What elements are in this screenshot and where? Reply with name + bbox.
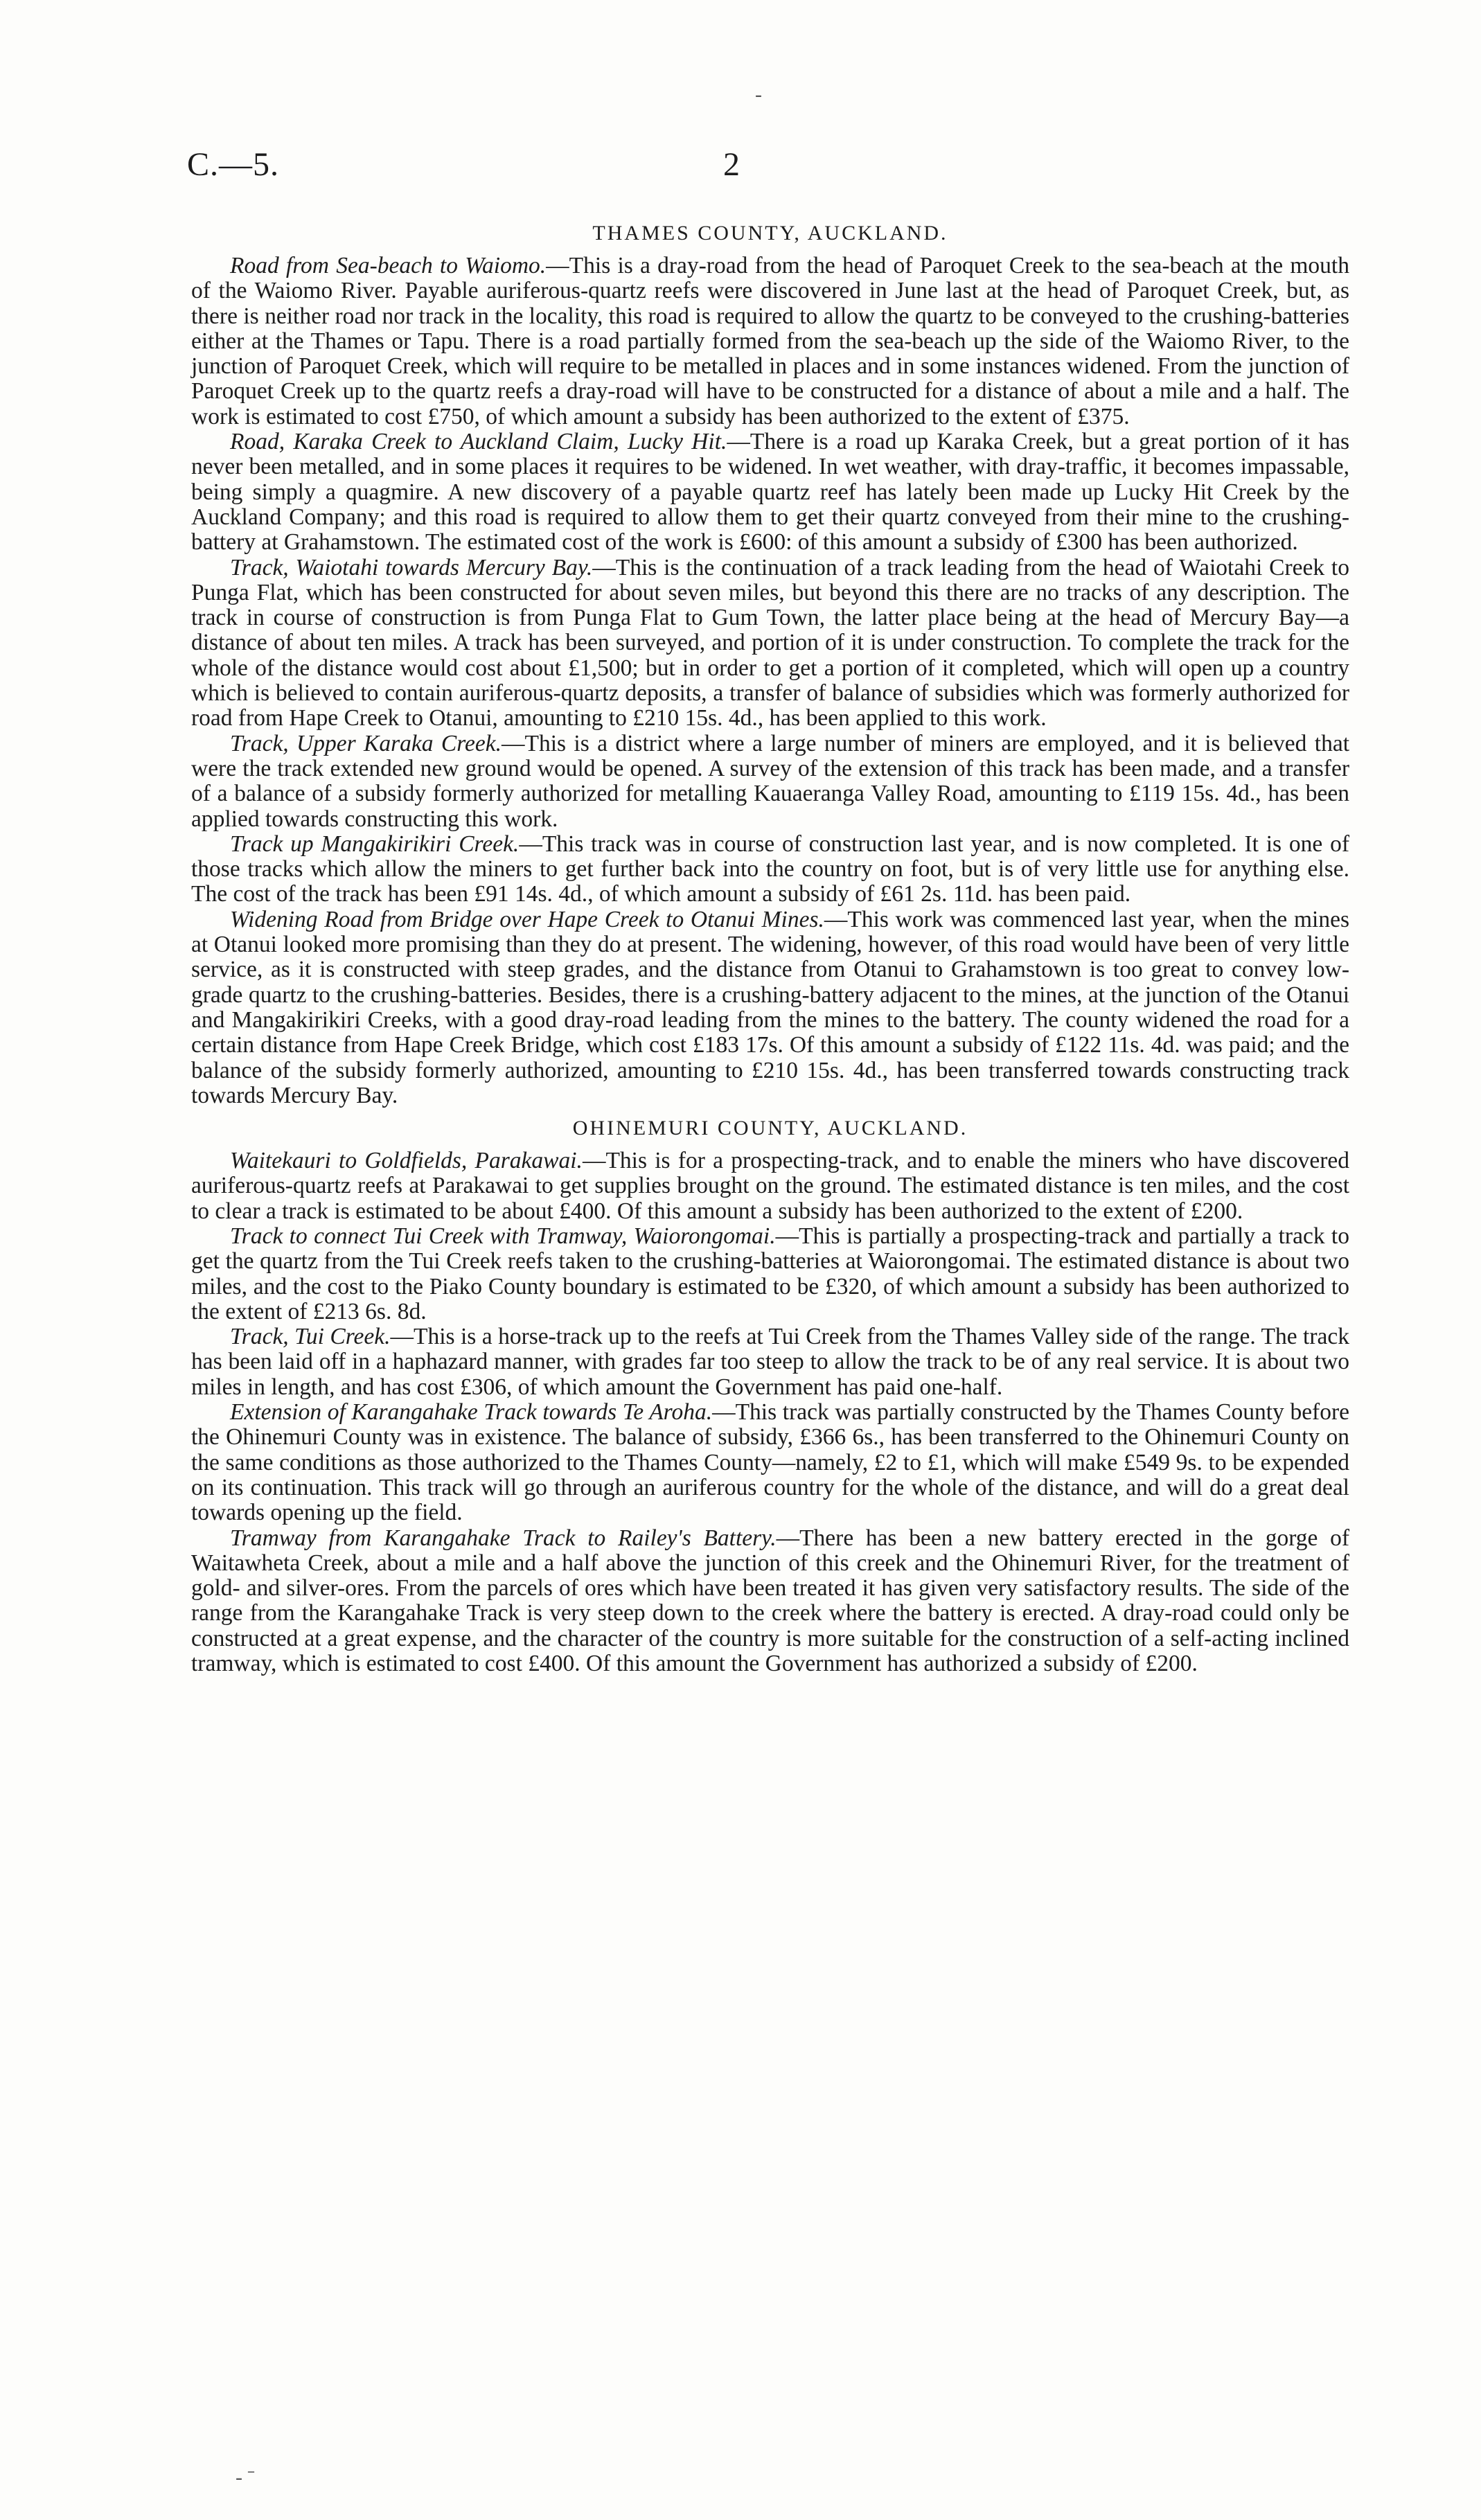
paragraph-heading: Track, Waiotahi towards Mercury Bay. xyxy=(230,554,593,580)
scan-mark: - xyxy=(755,83,762,106)
paragraph-text: —This is a horse-track up to the reefs at Tui Creek from the Thames Valley side of the range. The track has been laid off in a haphazard manner, with grades far too steep to allow the track to be of any real service. It is about two miles in length, and has cost £306, of which amount the Government has paid one-half. xyxy=(191,1324,1349,1400)
paragraph xyxy=(191,731,1349,832)
section-heading-thames-county: THAMES COUNTY, AUCKLAND. xyxy=(592,222,948,245)
paragraph-heading: Road, Karaka Creek to Auckland Claim, Lucky Hit. xyxy=(230,429,727,455)
paragraph-heading: Widening Road from Bridge over Hape Creek to Otanui Mines. xyxy=(230,906,824,932)
paragraph-text: —There has been a new battery erected in the gorge of Waitawheta Creek, about a mile and a half above the junction of this creek and the Ohinemuri River, for the treatment of gold- and silver-ores. From the parcels of ores which have been treated it has given very satisfactory results. The side of the range from the Karangahake Track is very steep down to the creek where the battery is erected. A dray-road could only be constructed at a great expense, and the character of the country is more suitable for the construction of a self-acting inclined tramway, which is estimated to cost £400. Of this amount the Government has authorized a subsidy of £200. xyxy=(191,1525,1350,1677)
paragraph xyxy=(191,556,1349,731)
paragraph-heading: Track, Tui Creek. xyxy=(230,1324,391,1350)
paragraph-heading: Extension of Karangahake Track towards Te Aroha. xyxy=(230,1399,713,1426)
page-number: 2 xyxy=(723,146,740,183)
paragraph-heading: Track up Mangakirikiri Creek. xyxy=(230,831,520,857)
paragraph-text: —There is a road up Karaka Creek, but a great portion of it has never been metalled, and in some places it requires to be widened. In wet weather, with dray-traffic, it becomes impassable, being simply a quagmire. A new discovery of a payable quartz reef has lately been made up Lucky Hit Creek by the Auckland Company; and this road is required to allow them to get their quartz conveyed from their mine to the crushing-battery at Grahamstown. The estimated cost of the work is £600: of this amount a subsidy of £300 has been authorized. xyxy=(191,429,1349,556)
paragraph-heading: Tramway from Karangahake Track to Railey's Battery. xyxy=(230,1525,777,1551)
paragraph xyxy=(191,1400,1349,1525)
section-heading-ohinemuri-county: OHINEMURI COUNTY, AUCKLAND. xyxy=(572,1117,968,1140)
paragraph xyxy=(191,254,1349,429)
paragraph-heading: Waitekauri to Goldfields, Parakawai. xyxy=(230,1148,583,1174)
paragraph xyxy=(191,429,1349,555)
paragraph-text: —This track was partially constructed by the Thames County before the Ohinemuri County was in existence. The balance of subsidy, £366 6s., has been transferred to the Ohinemuri County on the same conditions as those authorized to the Thames County—namely, £2 to £1, which will make £549 9s. to be expended on its continuation. This track will go through an auriferous country for the whole of the distance, and will do a great deal towards opening up the field. xyxy=(191,1399,1349,1526)
paragraph xyxy=(191,1224,1349,1324)
paragraph xyxy=(191,1526,1349,1677)
paragraph xyxy=(191,832,1349,907)
paragraph-text: —This is a dray-road from the head of Paroquet Creek to the sea-beach at the mouth of the Waiomo River. Payable auriferous-quartz reefs were discovered in June last at the head of Paroquet Creek, but, as there is neither road nor track in the locality, this road is required to allow the quartz to be conveyed to the crushing-batteries either at the Thames or Tapu. There is a road partially formed from the sea-beach up the side of the Waiomo River, to the junction of Paroquet Creek, which will require to be metalled in places and in some instances widened. From the junction of Paroquet Creek up to the quartz reefs a dray-road will have to be constructed for a distance of about a mile and a half. The work is estimated to cost £750, of which amount a subsidy has been authorized to the extent of £375. xyxy=(191,253,1349,429)
paragraph-text: —This is a district where a large number of miners are employed, and it is believed that were the track extended new ground would be opened. A survey of the extension of this track has been made, and a transfer of a balance of a subsidy formerly authorized for metalling Kauaeranga Valley Road, amounting to £119 15s. 4d., has been applied towards constructing this work. xyxy=(191,730,1349,832)
paragraph-text: —This is partially a prospecting-track and partially a track to get the quartz from the Tui Creek reefs taken to the crushing-batteries at Waiorongomai. The estimated distance is about two miles, and the cost to the Piako County boundary is estimated to be £320, of which amount a subsidy has been authorized to the extent of £213 6s. 8d. xyxy=(191,1223,1349,1324)
paragraph-heading: Track, Upper Karaka Creek. xyxy=(230,730,502,756)
scan-mark: - ˉ xyxy=(236,2466,255,2489)
paragraph xyxy=(191,907,1349,1108)
paragraph-heading: Track to connect Tui Creek with Tramway, Waiorongomai. xyxy=(230,1223,776,1249)
paragraph-text: —This is for a prospecting-track, and to enable the miners who have discovered auriferous-quartz reefs at Parakawai to get supplies brought on the ground. The estimated distance is ten miles, and the cost to clear a track is estimated to be about £400. Of this amount a subsidy has been authorized to the extent of £200. xyxy=(191,1148,1350,1224)
paragraph xyxy=(191,1324,1349,1400)
paragraph-text: —This is the continuation of a track leading from the head of Waiotahi Creek to Punga Flat, which has been constructed for about seven miles, but beyond this there are no tracks of any description. The track in course of construction is from Punga Flat to Gum Town, the latter place being at the head of Mercury Bay—a distance of about ten miles. A track has been surveyed, and portion of it is under construction. To complete the track for the whole of the distance would cost about £1,500; but in order to get a portion of it completed, which will open up a country which is believed to contain auriferous-quartz deposits, a transfer of balance of subsidies which was formerly authorized for road from Hape Creek to Otanui, amounting to £210 15s. 4d., has been applied to this work. xyxy=(191,554,1349,731)
paragraph-text: —This work was commenced last year, when the mines at Otanui looked more promising than they do at present. The widening, however, of this road would have been of very little service, as it is constructed with steep grades, and the distance from Otanui to Grahamstown is too great to convey low-grade quartz to the crushing-batteries. Besides, there is a crushing-battery adjacent to the mines, at the junction of the Otanui and Mangakirikiri Creeks, with a good dray-road leading from the mines to the battery. The county widened the road for a certain distance from Hape Creek Bridge, which cost £183 17s. Of this amount a subsidy of £122 11s. 4d. was paid; and the balance of the subsidy formerly authorized, amounting to £210 15s. 4d., has been transferred towards constructing track towards Mercury Bay. xyxy=(191,906,1349,1108)
paragraph-text: —This track was in course of construction last year, and is now completed. It is one of those tracks which allow the miners to get further back into the country on foot, but is of very little use for anything else. The cost of the track has been £91 14s. 4d., of which amount a subsidy of £61 2s. 11d. has been paid. xyxy=(191,831,1349,907)
document-body xyxy=(191,222,1349,1676)
paragraph-heading: Road from Sea-beach to Waiomo. xyxy=(230,253,547,278)
document-reference: C.—5. xyxy=(187,146,280,183)
paragraph xyxy=(191,1148,1349,1224)
